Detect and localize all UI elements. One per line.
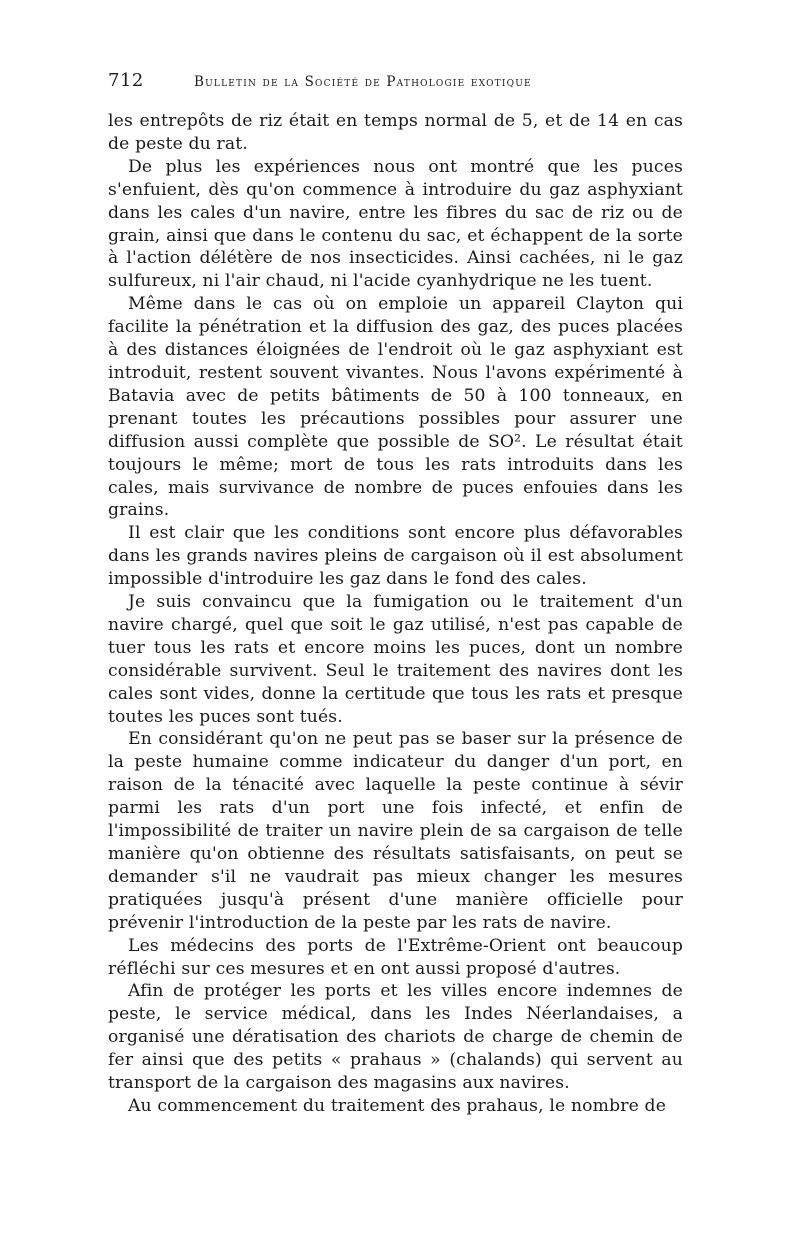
paragraph: De plus les expériences nous ont montré que les puces s'enfuient, dès qu'on commence à introduire du gaz asphyxiant dans les cales d'un navire, entre les fibres du sac de riz ou de grain, ainsi que dans le contenu du sac, et échappent de la sorte à l'action délétère de nos insecticides. Ainsi cachées, ni le gaz sulfureux, ni l'air chaud, ni l'acide cyanhydrique ne les tuent. <box>108 156 683 292</box>
paragraph-continuation: les entrepôts de riz était en temps normal de 5, et de 14 en cas de peste du rat. <box>108 111 683 154</box>
body-text <box>108 110 683 1118</box>
paragraph: Il est clair que les conditions sont encore plus défavorables dans les grands navires pleins de cargaison où il est absolument impossible d'introduire les gaz dans le fond des cales. <box>108 523 683 590</box>
document-page <box>108 70 683 1118</box>
paragraph: Je suis convaincu que la fumigation ou le traitement d'un navire chargé, quel que soit le gaz utilisé, n'est pas capable de tuer tous les rats et encore moins les puces, dont un nombre considérable survivent. Seul le traitement des navires dont les cales sont vides, donne la certitude que tous les rats et presque toutes les puces sont tués. <box>108 592 683 727</box>
paragraph: Au commencement du traitement des prahaus, le nombre de <box>128 1095 667 1116</box>
paragraph: Même dans le cas où on emploie un appareil Clayton qui facilite la pénétration et la diffusion des gaz, des puces placées à des distances éloignées de l'endroit où le gaz asphyxiant est introduit, restent souvent vivantes. Nous l'avons expérimenté à Batavia avec de petits bâtiments de 50 à 100 tonneaux, en prenant toutes les précautions possibles pour assurer une diffusion aussi complète que possible de SO². Le résultat était toujours le même; mort de tous les rats introduits dans les cales, mais survivance de nombre de puces enfouies dans les grains. <box>108 294 683 521</box>
paragraph: Les médecins des ports de l'Extrême-Orient ont beaucoup réfléchi sur ces mesures et en ont aussi proposé d'autres. <box>108 935 683 979</box>
paragraph: Afin de protéger les ports et les villes encore indemnes de peste, le service médical, dans les Indes Néerlandaises, a organisé une dératisation des chariots de charge de chemin de fer ainsi que des petits « prahaus » (chalands) qui servent au transport de la cargaison des magasins aux navires. <box>108 981 683 1094</box>
page-header <box>108 70 683 106</box>
paragraph: En considérant qu'on ne peut pas se baser sur la présence de la peste humaine comme indicateur du danger d'un port, en raison de la ténacité avec laquelle la peste continue à sévir parmi les rats d'un port une fois infecté, et enfin de l'impossibilité de traiter un navire plein de sa cargaison de telle manière qu'on obtienne des résultats satisfaisants, on peut se demander s'il ne vaudrait pas mieux changer les mesures pratiquées jusqu'à présent d'une manière officielle pour prévenir l'introduction de la peste par les rats de navire. <box>108 729 683 933</box>
page-number: 712 <box>108 70 144 91</box>
running-title: Bulletin de la Société de Pathologie exotique <box>194 74 532 90</box>
